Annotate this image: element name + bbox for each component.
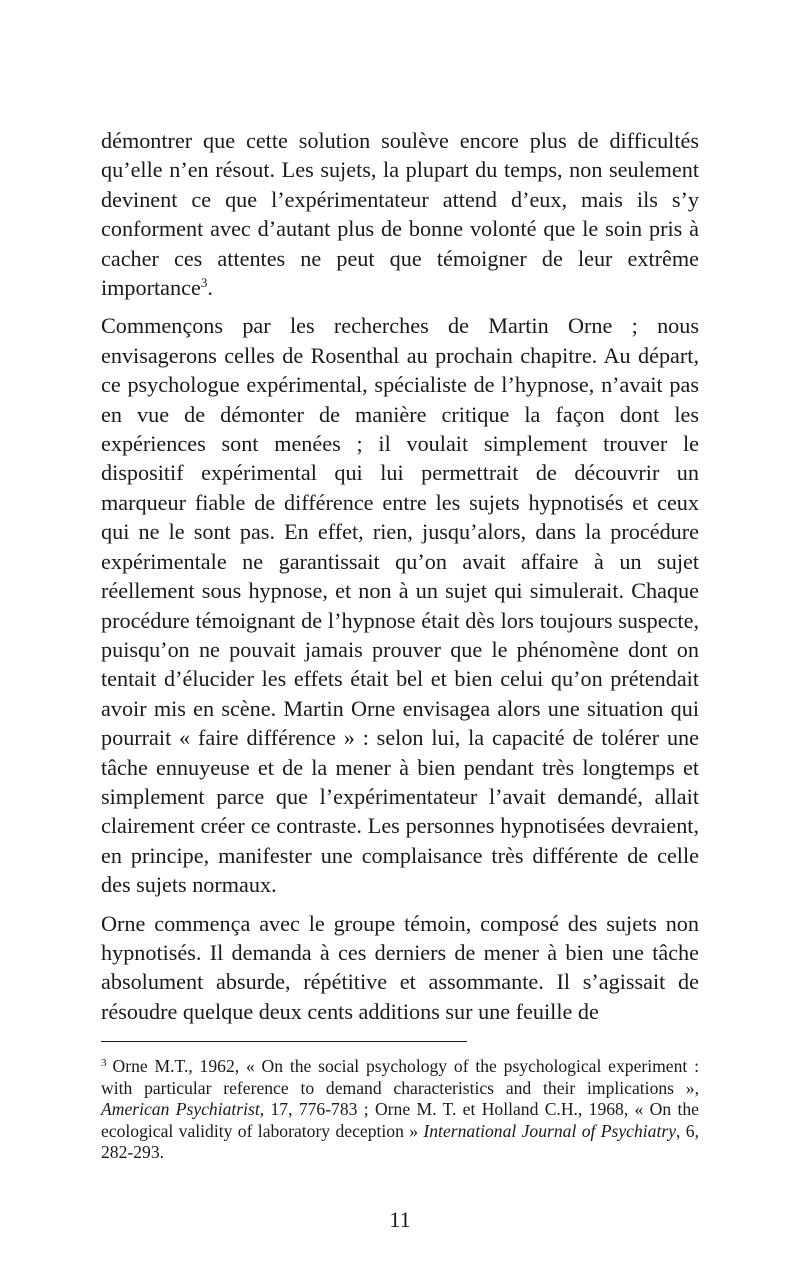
paragraph-2 bbox=[101, 311, 699, 899]
footnote-divider bbox=[101, 1041, 467, 1042]
body-text bbox=[101, 126, 699, 1035]
footnote-text-1: Orne M.T., 1962, « On the social psychology of the psychological experiment : with particular reference to demand characteristics and their implications », bbox=[101, 1056, 699, 1098]
paragraph-1-end: . bbox=[207, 275, 213, 301]
footnote-journal-1: American Psychiatrist bbox=[101, 1099, 260, 1120]
footnote-number: 3 bbox=[101, 1057, 107, 1069]
paragraph-1 bbox=[101, 126, 699, 302]
page-number: 11 bbox=[389, 1207, 411, 1232]
footnote bbox=[101, 1056, 699, 1164]
paragraph-3-text: Orne commença avec le groupe témoin, composé des sujets non hypnotisés. Il demanda à ces derniers de mener à bien une tâche absolument absurde, répétitive et assommante. Il s’agissait de résoudre quelque deux cents additions sur une feuille de bbox=[101, 910, 699, 1024]
paragraph-1-text: démontrer que cette solution soulève encore plus de difficultés qu’elle n’en résout. Les sujets, la plupart du temps, non seulement devinent ce que l’expérimentateur attend d’eux, mais ils s’y conforment avec d’autant plus de bonne volonté que le soin pris à cacher ces attentes ne peut que témoigner de leur extrême importance bbox=[101, 128, 699, 301]
footnote-text-2: , 17, 776-783 ; Orne M. T. et Holland C.H., 1968, « On the ecological validity of laboratory deception » bbox=[101, 1099, 699, 1141]
footnote-ref[interactable]: 3 bbox=[200, 275, 208, 291]
footnote-journal-2: International Journal of Psychiatry bbox=[423, 1120, 677, 1141]
paragraph-3 bbox=[101, 909, 699, 1027]
paragraph-2-text: Commençons par les recherches de Martin Orne ; nous envisagerons celles de Rosenthal au prochain chapitre. Au départ, ce psychologue expérimental, spécialiste de l’hypnose, n’avait pas en vue de démonter de manière critique la façon dont les expériences sont menées ; il voulait simplement trouver le dispositif expérimental qui lui permettrait de découvrir un marqueur fiable de différence entre les sujets hypnotisés et ceux qui ne le sont pas. En effet, rien, jusqu’alors, dans la procédure expérimentale ne garantissait qu’on avait affaire à un sujet réellement sous hypnose, et non à un sujet qui simulerait. Chaque procédure témoignant de l’hypnose était dès lors toujours suspecte, puisqu’on ne pouvait jamais prouver que le phénomène dont on tentait d’élucider les effets était bel et bien celui qu’on prétendait avoir mis en scène. Martin Orne envisagea alors une situation qui pourrait « faire différence » : selon lui, la capacité de tolérer une tâche ennuyeuse et de la mener à bien pendant très longtemps et simplement parce que l’expérimentateur l’avait demandé, allait clairement créer ce contraste. Les personnes hypnotisées devraient, en principe, manifester une complaisance très différente de celle des sujets normaux. bbox=[101, 313, 699, 898]
footnote-text-3: , 6, 282-293. bbox=[101, 1120, 699, 1163]
